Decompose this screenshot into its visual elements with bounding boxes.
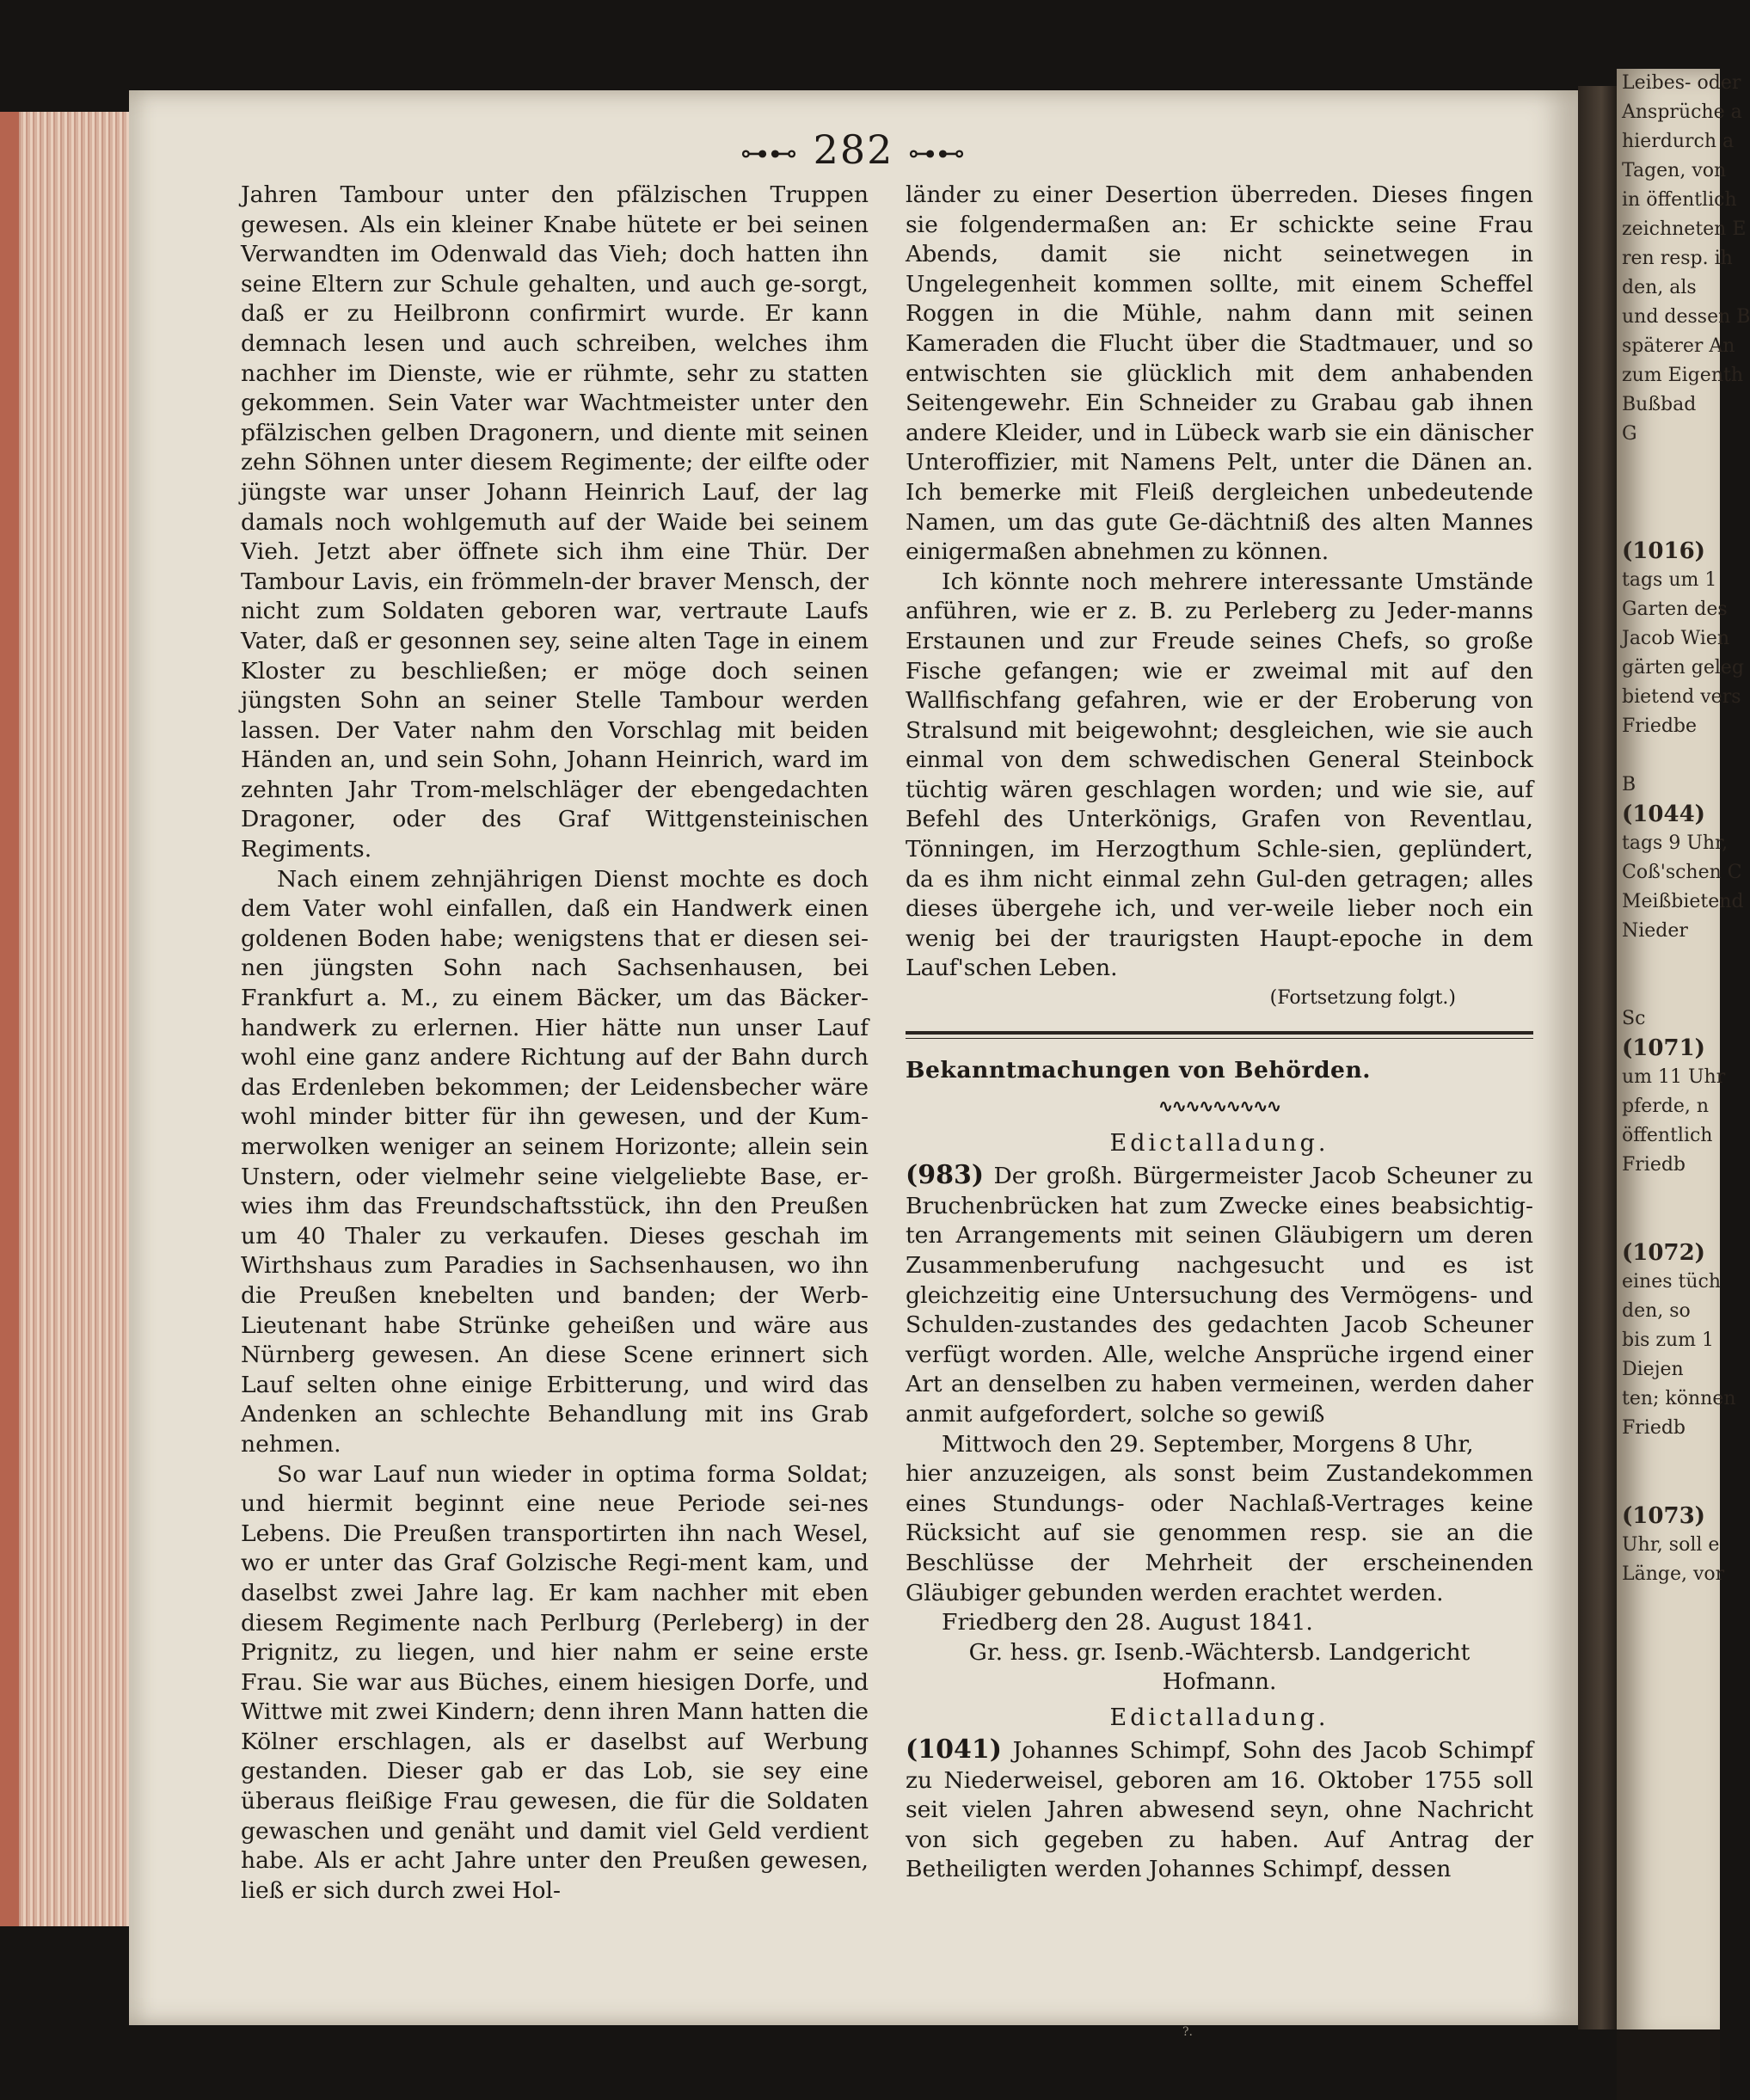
notice-1-date-clause: Mittwoch den 29. September, Morgens 8 Uhr, [942, 1430, 1474, 1458]
adjacent-page-line [1622, 975, 1722, 1004]
page-number: 282 [813, 126, 894, 173]
adjacent-page-line: um 11 Uhr [1622, 1066, 1726, 1088]
adjacent-page-line [1622, 1443, 1722, 1472]
adjacent-page-line: Friedb [1622, 1154, 1686, 1176]
adjacent-page-line: bietend vers [1622, 686, 1741, 708]
left-paragraph-2: Nach einem zehnjährigen Dienst mochte es doch dem Vater wohl einfallen, daß ein Handwerk einen goldenen Boden habe; wenigstens that er diesen sei-nen jüngsten Sohn nach Sachsenhausen, bei Frankfurt a. M., zu einem Bäcker, um das Bäcker-handwerk zu erlernen. Hier hätte nun unser Lauf wohl eine ganz andere Richtung auf der Bahn durch das Erdenleben bekommen; der Leidensbecher wäre wohl minder bitter für ihn gewesen, und der Kum-merwolken weniger an seinem Horizonte; allein sein Unstern, oder vielmehr seine vielgeliebte Base, er-wies ihm das Freundschaftsstück, ihn den Preußen um 40 Thaler zu verkaufen. Dieses geschah im Wirthshaus zum Paradies in Sachsenhausen, wo ihn die Preußen knebelten und banden; der Werb-Lieutenant habe Strünke geheißen und wäre aus Nürnberg gewesen. An diese Scene erinnert sich Lauf selten ohne einige Erbitterung, und wird das Andenken an schlechte Behandlung mit ins Grab nehmen. [241, 865, 869, 1458]
adjacent-page-line: ten; können [1622, 1388, 1736, 1409]
adjacent-page-line: gärten geleg [1622, 657, 1744, 679]
adjacent-page-line [1622, 1180, 1722, 1209]
adjacent-page-line: in öffentlich [1622, 189, 1737, 211]
adjacent-page-line: (1071) [1622, 1035, 1705, 1061]
adjacent-page-line: Sc [1622, 1008, 1646, 1029]
adjacent-page-line: den, so [1622, 1300, 1691, 1322]
page-edges [0, 112, 133, 1926]
adjacent-page-line: pferde, n [1622, 1096, 1710, 1117]
notice-2-heading: Edictalladung. [1109, 1704, 1329, 1731]
footer-mark: ?. [1182, 2025, 1193, 2039]
notice-2-text: Johannes Schimpf, Sohn des Jacob Schimpf zu Niederweisel, geboren am 16. Oktober 1755 soll seit vielen Jahren abwesend seyn, ohne Nachricht von sich gegeben zu haben. Auf Antrag der Betheiligten werden Johannes Schimpf, dessen [906, 1736, 1533, 1883]
adjacent-page-line: eines tüch [1622, 1271, 1722, 1293]
adjacent-page-line: (1044) [1622, 801, 1705, 827]
adjacent-page-line: tags 9 Uhr, [1622, 832, 1729, 854]
adjacent-page-line [1622, 741, 1722, 771]
right-paragraph-2: Ich könnte noch mehrere interessante Umstände anführen, wie er z. B. zu Perleberg zu Jeder-manns Erstaunen und zur Freude seines Chefs, so große Fische gefangen; wie er zweimal mit auf den Wallfischfang gefahren, wie er der Eroberung von Stralsund mit beigewohnt; desgleichen, wie sie auch einmal von dem schwedischen General Steinbock tüchtig wären geschlagen worden; und wie sie, auf Befehl des Unterkönigs, Grafen von Reventlau, Tönningen, im Herzogthum Schle-sien, geplündert, da es ihm nicht einmal zehn Gul-den getragen; alles dieses übergehe ich, und ver-weile lieber noch ein wenig bei der traurigsten Haupt-epoche in dem Lauf'schen Leben. [906, 568, 1533, 982]
left-paragraph-1: Jahren Tambour unter den pfälzischen Truppen gewesen. Als ein kleiner Knabe hütete er bei seinen Verwandten im Odenwald das Vieh; doch hatten ihn seine Eltern zur Schule gehalten, und auch ge-sorgt, daß er zu Heilbronn confirmirt wurde. Er kann demnach lesen und auch schreiben, welches ihm nachher im Dienste, wie er rühmte, sehr zu statten gekommen. Sein Vater war Wachtmeister unter den pfälzischen gelben Dragonern, und diente mit seinen zehn Söhnen unter diesem Regimente; der eilfte oder jüngste war unser Johann Heinrich Lauf, der lag damals noch wohlgemuth auf der Waide bei seinem Vieh. Jetzt aber öffnete sich ihm eine Thür. Der Tambour Lavis, ein frömmeln-der braver Mensch, der nicht zum Soldaten geboren war, vertraute Laufs Vater, daß er gesonnen sey, seine alten Tage in einem Kloster zu beschließen; er möge doch seinen jüngsten Sohn an seiner Stelle Tambour werden lassen. Der Vater nahm den Vorschlag mit beiden Händen an, und sein Sohn, Johann Heinrich, ward im zehnten Jahr Trom-melschläger der ebengedachten Dragoner, oder des Graf Wittgensteinischen Regiments. [241, 181, 869, 863]
book-page [129, 90, 1578, 2039]
adjacent-page-line: Garten des [1622, 599, 1728, 620]
adjacent-page-line [1622, 507, 1722, 537]
notice-1-text: Der großh. Bürgermeister Jacob Scheuner zu Bruchenbrücken hat zum Zwecke eines beabsichtig-ten Arrangements mit seinen Gläubigern um deren Zusammenberufung nachgesucht und es ist gleichzeitig eine Untersuchung des Vermögens- und Schulden-zustandes des gedachten Jacob Scheuner verfügt worden. Alle, welche Ansprüche irgend einer Art an denselben zu haben vermeinen, werden daher anmit aufgefordert, solche so gewiß [906, 1163, 1533, 1428]
adjacent-page-line: (1073) [1622, 1503, 1705, 1529]
adjacent-page-line: Ansprüche a [1622, 101, 1742, 123]
adjacent-page [1617, 69, 1750, 2047]
notice-2-body [906, 1735, 1533, 1885]
adjacent-page-line: zeichneten E [1622, 218, 1747, 240]
left-column [241, 181, 869, 1906]
page-header [129, 126, 1578, 173]
notice-1-heading: Edictalladung. [1109, 1130, 1329, 1157]
adjacent-page-text [1622, 69, 1750, 1589]
adjacent-page-line: Diejen [1622, 1359, 1684, 1380]
ornament-left-icon: ⊶⊷ [740, 137, 799, 169]
adjacent-page-line: Leibes- oder [1622, 72, 1741, 94]
adjacent-page-line: Friedb [1622, 1417, 1686, 1439]
notice-1-place-date: Friedberg den 28. August 1841. [942, 1609, 1313, 1636]
adjacent-page-line: Uhr, soll e [1622, 1534, 1720, 1556]
adjacent-page-line: Jacob Wien [1622, 628, 1730, 649]
book-gutter [1578, 86, 1617, 2029]
adjacent-page-line: öffentlich [1622, 1125, 1713, 1146]
adjacent-page-line: Friedbe [1622, 715, 1698, 737]
right-paragraph-1: länder zu einer Desertion überreden. Dieses fingen sie folgendermaßen an: Er schickte seine Frau Abends, damit sie nicht seinetwegen in Ungelegenheit kommen sollte, mit einem Scheffel Roggen in die Mühle, nahm dann mit seinen Kameraden die Flucht über die Stadtmauer, und so entwischten sie glücklich mit dem anhabenden Seitengewehr. Ein Schneider zu Grabau gab ihnen andere Kleider, und in Lübeck warb sie ein dänischer Unteroffizier, mit Namens Pelt, unter die Dänen an. Ich bemerke mit Fleiß dergleichen unbedeutende Namen, um das gute Ge-dächtniß des alten Mannes einigermaßen abnehmen zu können. [906, 181, 1533, 566]
wavy-rule-icon: ∿∿∿∿∿∿∿∿∿ [1158, 1096, 1280, 1117]
adjacent-page-line [1622, 946, 1722, 975]
continued-note: (Fortsetzung folgt.) [1269, 987, 1456, 1010]
notice-1-text-2: hier anzuzeigen, als sonst beim Zustandekommen eines Stundungs- oder Nachlaß-Vertrages keine Rücksicht auf sie genommen resp. sie an die Beschlüsse der Mehrheit der erscheinenden Gläubiger gebunden werden erachtet werden. [906, 1460, 1533, 1606]
background-bottom [1617, 2029, 1720, 2100]
adjacent-page-line: (1072) [1622, 1240, 1705, 1266]
adjacent-page-line: bis zum 1 [1622, 1329, 1715, 1351]
adjacent-page-line: zum Eigenth [1622, 365, 1743, 386]
adjacent-page-line: und dessen B [1622, 306, 1750, 328]
notice-1-body [906, 1161, 1533, 1429]
adjacent-page-line: G [1622, 423, 1637, 445]
notice-2-id: (1041) [906, 1734, 1002, 1765]
adjacent-page-line: späterer An [1622, 335, 1735, 357]
left-paragraph-3: So war Lauf nun wieder in optima forma Soldat; und hiermit beginnt eine neue Periode sei-nes Lebens. Die Preußen transportirten ihn nach Wesel, wo er unter das Graf Golzische Regi-ment kam, und daselbst zwei Jahre lag. Er kam nachher mit eben diesem Regimente nach Perlburg (Perleberg) in der Prignitz, zu liegen, und hier nahm er seine erste Frau. Sie war aus Büches, einem hiesigen Dorfe, und Wittwe mit zwei Kindern; denn ihren Mann hatten die Kölner erschlagen, als er daselbst auf Werbung gestanden. Dieser gab er das Lob, sie sey eine überaus fleißige Frau gewesen, die für die Soldaten gewaschen und genäht und damit viel Geld verdient habe. Als er acht Jahre unter den Preußen gewesen, ließ er sich durch zwei Hol- [241, 1460, 869, 1904]
adjacent-page-line [1622, 1209, 1722, 1238]
adjacent-page-line: Tagen, von [1622, 160, 1727, 181]
adjacent-page-line: Bußbad [1622, 394, 1697, 415]
adjacent-page-line: Coß'schen C [1622, 862, 1742, 883]
notice-1-signature: Hofmann. [1162, 1668, 1277, 1696]
adjacent-page-line: den, als [1622, 277, 1697, 298]
adjacent-page-line: tags um 1 [1622, 569, 1717, 591]
adjacent-page-line: B [1622, 774, 1636, 795]
section-heading: Bekanntmachungen von Behörden. [906, 1056, 1372, 1084]
ornament-right-icon: ⊶⊷ [908, 137, 967, 169]
section-divider [906, 1031, 1533, 1039]
adjacent-page-line: (1016) [1622, 538, 1705, 564]
adjacent-page-line: Meißbietend [1622, 891, 1744, 912]
notice-1-id: (983) [906, 1160, 985, 1191]
adjacent-page-line [1622, 478, 1722, 507]
adjacent-page-line [1622, 449, 1722, 478]
adjacent-page-line: ren resp. ih [1622, 248, 1733, 269]
adjacent-page-line: Nieder [1622, 920, 1688, 942]
adjacent-page-line: hierdurch a [1622, 131, 1735, 152]
notice-1-authority: Gr. hess. gr. Isenb.-Wächtersb. Landgericht [968, 1638, 1471, 1666]
adjacent-page-line [1622, 1472, 1722, 1501]
right-column [906, 181, 1533, 1885]
adjacent-page-line: Länge, vor [1622, 1563, 1725, 1585]
